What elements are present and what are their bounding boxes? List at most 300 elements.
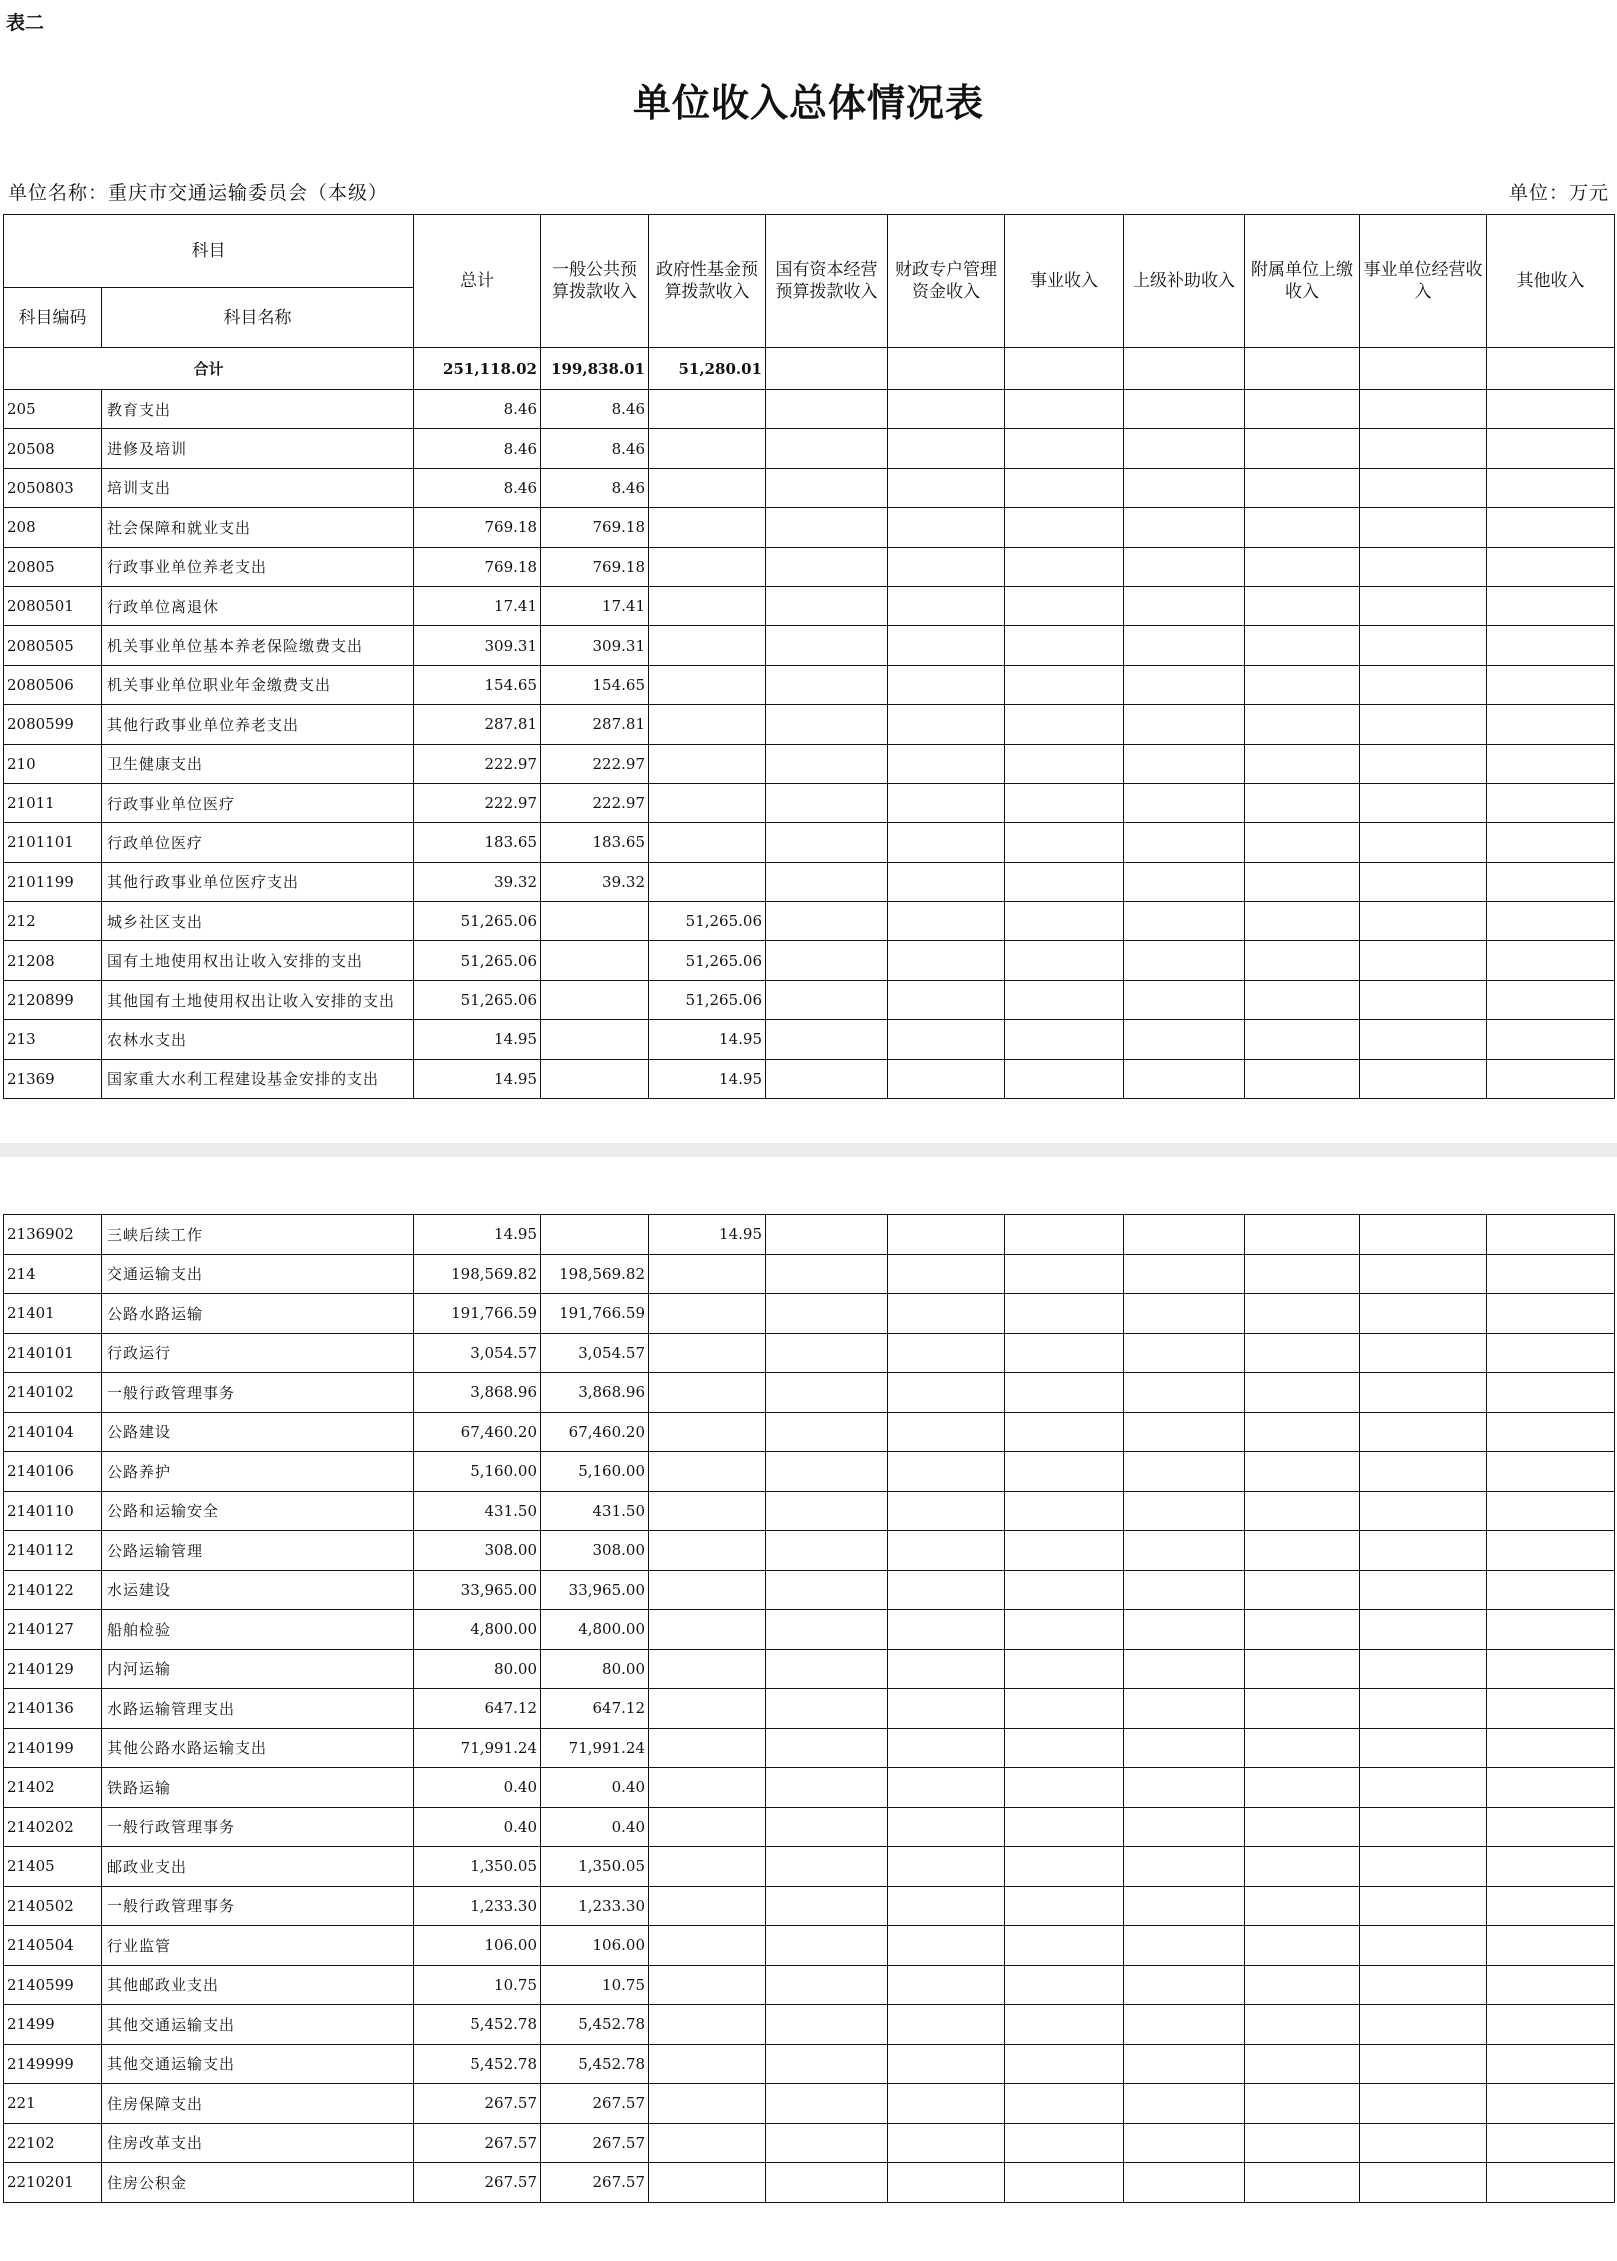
table-row — [4, 744, 1615, 783]
empty-cell — [888, 1373, 1005, 1413]
subject-name: 邮政业支出 — [102, 1847, 414, 1887]
empty-cell — [1245, 1215, 1360, 1255]
header-subject: 科目 — [4, 215, 414, 288]
empty-cell — [766, 1649, 888, 1689]
subject-code: 212 — [4, 902, 102, 941]
empty-cell — [888, 862, 1005, 901]
total-value: 71,991.24 — [414, 1728, 541, 1768]
empty-cell — [1124, 862, 1245, 901]
subject-code: 21208 — [4, 941, 102, 980]
empty-cell — [766, 2044, 888, 2084]
total-value: 191,766.59 — [414, 1294, 541, 1334]
empty-cell — [1360, 980, 1487, 1019]
empty-cell — [1360, 1768, 1487, 1808]
empty-cell — [1245, 508, 1360, 547]
empty-cell — [1360, 705, 1487, 744]
empty-cell — [1005, 1807, 1124, 1847]
empty-cell — [1360, 744, 1487, 783]
total-general: 199,838.01 — [541, 348, 649, 390]
table-row — [4, 1807, 1615, 1847]
empty-cell — [1487, 1452, 1615, 1492]
empty-cell — [1124, 1491, 1245, 1531]
empty-cell — [1245, 1689, 1360, 1729]
general-budget-value: 647.12 — [541, 1689, 649, 1729]
general-budget-value: 1,233.30 — [541, 1886, 649, 1926]
empty-cell — [1005, 783, 1124, 822]
empty-cell — [888, 2163, 1005, 2203]
subject-code: 22102 — [4, 2123, 102, 2163]
fund-budget-value: 51,265.06 — [649, 941, 766, 980]
fund-budget-value — [649, 1926, 766, 1966]
subject-name: 公路建设 — [102, 1412, 414, 1452]
fund-budget-value — [649, 429, 766, 468]
empty-cell — [1124, 2123, 1245, 2163]
empty-cell — [1245, 1728, 1360, 1768]
table-row — [4, 1333, 1615, 1373]
fund-budget-value — [649, 468, 766, 507]
empty-cell — [888, 1926, 1005, 1966]
empty-cell — [766, 862, 888, 901]
empty-cell — [1360, 941, 1487, 980]
empty-cell — [1124, 390, 1245, 429]
header-special-account: 财政专户管理资金收入 — [888, 215, 1005, 348]
empty-cell — [1487, 390, 1615, 429]
table-row — [4, 1768, 1615, 1808]
subject-code: 205 — [4, 390, 102, 429]
empty-cell — [1487, 626, 1615, 665]
total-value: 1,233.30 — [414, 1886, 541, 1926]
empty-cell — [1124, 1965, 1245, 2005]
subject-name: 培训支出 — [102, 468, 414, 507]
empty-cell — [1245, 1491, 1360, 1531]
empty-cell — [1360, 1373, 1487, 1413]
subject-code: 2080599 — [4, 705, 102, 744]
empty-cell — [1245, 1333, 1360, 1373]
fund-budget-value — [649, 1333, 766, 1373]
table-row — [4, 1491, 1615, 1531]
general-budget-value: 309.31 — [541, 626, 649, 665]
general-budget-value: 4,800.00 — [541, 1610, 649, 1650]
empty-cell — [1487, 783, 1615, 822]
subject-name: 其他行政事业单位医疗支出 — [102, 862, 414, 901]
total-value: 5,160.00 — [414, 1452, 541, 1492]
empty-cell — [1360, 1531, 1487, 1571]
total-value: 769.18 — [414, 508, 541, 547]
general-budget-value: 0.40 — [541, 1768, 649, 1808]
empty-cell — [1245, 626, 1360, 665]
general-budget-value: 17.41 — [541, 586, 649, 625]
subject-name: 城乡社区支出 — [102, 902, 414, 941]
empty-cell — [1487, 705, 1615, 744]
table-row — [4, 1926, 1615, 1966]
empty-cell — [1005, 744, 1124, 783]
subject-name: 公路养护 — [102, 1452, 414, 1492]
general-budget-value: 183.65 — [541, 823, 649, 862]
empty-cell — [766, 1412, 888, 1452]
empty-cell — [1245, 1294, 1360, 1334]
empty-cell — [1360, 783, 1487, 822]
subject-code: 2140129 — [4, 1649, 102, 1689]
subject-name: 公路水路运输 — [102, 1294, 414, 1334]
empty-cell — [888, 941, 1005, 980]
empty-cell — [888, 626, 1005, 665]
table-row — [4, 586, 1615, 625]
empty-cell — [766, 1610, 888, 1650]
empty-cell — [1124, 902, 1245, 941]
empty-cell — [1124, 1531, 1245, 1571]
empty-cell — [1005, 1412, 1124, 1452]
empty-cell — [1487, 2163, 1615, 2203]
subject-code: 2140110 — [4, 1491, 102, 1531]
empty-cell — [1124, 744, 1245, 783]
empty-cell — [1360, 1215, 1487, 1255]
empty-cell — [766, 1807, 888, 1847]
empty-cell — [766, 744, 888, 783]
empty-cell — [1360, 1020, 1487, 1059]
subject-name: 一般行政管理事务 — [102, 1373, 414, 1413]
empty-cell — [766, 665, 888, 704]
empty-cell — [1487, 1294, 1615, 1334]
header-affiliated-unit: 附属单位上缴收入 — [1245, 215, 1360, 348]
empty-cell — [1005, 2044, 1124, 2084]
empty-cell — [766, 547, 888, 586]
subject-code: 21401 — [4, 1294, 102, 1334]
empty-cell — [1245, 1847, 1360, 1887]
empty-cell — [1245, 1886, 1360, 1926]
empty-cell — [1245, 1649, 1360, 1689]
empty-cell — [1360, 1649, 1487, 1689]
empty-cell — [1124, 1333, 1245, 1373]
total-value: 309.31 — [414, 626, 541, 665]
total-value: 308.00 — [414, 1531, 541, 1571]
total-value: 14.95 — [414, 1059, 541, 1098]
table-row — [4, 2084, 1615, 2124]
fund-budget-value: 51,265.06 — [649, 980, 766, 1019]
empty-cell — [766, 468, 888, 507]
header-subject-code: 科目编码 — [4, 288, 102, 348]
empty-cell — [1487, 1373, 1615, 1413]
empty-cell — [1124, 1452, 1245, 1492]
table-row — [4, 2123, 1615, 2163]
empty-cell — [888, 823, 1005, 862]
fund-budget-value — [649, 705, 766, 744]
fund-budget-value: 14.95 — [649, 1020, 766, 1059]
general-budget-value: 3,054.57 — [541, 1333, 649, 1373]
fund-budget-value — [649, 1254, 766, 1294]
general-budget-value: 8.46 — [541, 390, 649, 429]
subject-code: 2136902 — [4, 1215, 102, 1255]
total-value: 3,054.57 — [414, 1333, 541, 1373]
empty-cell — [1245, 1926, 1360, 1966]
empty-cell — [766, 1491, 888, 1531]
subject-code: 2140599 — [4, 1965, 102, 2005]
empty-cell — [1360, 1926, 1487, 1966]
empty-cell — [1005, 862, 1124, 901]
empty-cell — [1245, 2005, 1360, 2045]
empty-cell — [1124, 1728, 1245, 1768]
empty-cell — [1245, 2123, 1360, 2163]
empty-cell — [1487, 1926, 1615, 1966]
table-row — [4, 1728, 1615, 1768]
subject-name: 三峡后续工作 — [102, 1215, 414, 1255]
general-budget-value: 106.00 — [541, 1926, 649, 1966]
empty-cell — [1124, 626, 1245, 665]
empty-cell — [766, 783, 888, 822]
subject-name: 其他邮政业支出 — [102, 1965, 414, 2005]
unit-name-label: 单位名称：重庆市交通运输委员会（本级） — [8, 182, 389, 204]
general-budget-value: 308.00 — [541, 1531, 649, 1571]
empty-cell — [1245, 429, 1360, 468]
total-value: 33,965.00 — [414, 1570, 541, 1610]
general-budget-value — [541, 1059, 649, 1098]
empty-cell — [1005, 586, 1124, 625]
empty-cell — [1360, 1294, 1487, 1334]
empty-cell — [1005, 1728, 1124, 1768]
empty-cell — [1005, 390, 1124, 429]
subject-code: 2140127 — [4, 1610, 102, 1650]
empty-cell — [1360, 1728, 1487, 1768]
total-value: 287.81 — [414, 705, 541, 744]
table-row — [4, 783, 1615, 822]
empty-cell — [766, 1886, 888, 1926]
empty-cell — [1487, 1491, 1615, 1531]
subject-code: 20805 — [4, 547, 102, 586]
total-fund: 51,280.01 — [649, 348, 766, 390]
subject-code: 2120899 — [4, 980, 102, 1019]
subject-name: 内河运输 — [102, 1649, 414, 1689]
empty-cell — [1360, 665, 1487, 704]
empty-cell — [888, 1570, 1005, 1610]
empty-cell — [1124, 2163, 1245, 2203]
general-budget-value: 1,350.05 — [541, 1847, 649, 1887]
empty-cell — [766, 1728, 888, 1768]
empty-cell — [1360, 508, 1487, 547]
empty-cell — [1245, 744, 1360, 783]
subject-code: 21499 — [4, 2005, 102, 2045]
general-budget-value: 267.57 — [541, 2123, 649, 2163]
subject-code: 21011 — [4, 783, 102, 822]
empty-cell — [1245, 1965, 1360, 2005]
empty-cell — [1245, 941, 1360, 980]
general-budget-value — [541, 1020, 649, 1059]
subject-code: 2101199 — [4, 862, 102, 901]
empty-cell — [1005, 1491, 1124, 1531]
total-value: 222.97 — [414, 744, 541, 783]
empty-cell — [1245, 902, 1360, 941]
empty-cell — [888, 1254, 1005, 1294]
table-row — [4, 626, 1615, 665]
empty-cell — [1245, 705, 1360, 744]
empty-cell — [1005, 2163, 1124, 2203]
fund-budget-value — [649, 1531, 766, 1571]
empty-cell — [1245, 1531, 1360, 1571]
subject-name: 行业监管 — [102, 1926, 414, 1966]
empty-cell — [1124, 1294, 1245, 1334]
subject-name: 其他公路水路运输支出 — [102, 1728, 414, 1768]
empty-cell — [766, 1926, 888, 1966]
empty-cell — [766, 1965, 888, 2005]
empty-cell — [1487, 1807, 1615, 1847]
subject-code: 2140112 — [4, 1531, 102, 1571]
empty-cell — [1124, 508, 1245, 547]
empty-cell — [1245, 1807, 1360, 1847]
subject-name: 机关事业单位职业年金缴费支出 — [102, 665, 414, 704]
empty-cell — [1487, 1531, 1615, 1571]
table-row — [4, 2044, 1615, 2084]
empty-cell — [1124, 468, 1245, 507]
fund-budget-value — [649, 862, 766, 901]
general-budget-value: 267.57 — [541, 2163, 649, 2203]
total-value: 51,265.06 — [414, 902, 541, 941]
empty-cell — [1245, 1452, 1360, 1492]
empty-cell — [1005, 1886, 1124, 1926]
empty-cell — [1487, 2123, 1615, 2163]
empty-cell — [1124, 980, 1245, 1019]
empty-cell — [1360, 1610, 1487, 1650]
subject-code: 213 — [4, 1020, 102, 1059]
empty-cell — [1487, 1886, 1615, 1926]
empty-cell — [1005, 1215, 1124, 1255]
subject-code: 21369 — [4, 1059, 102, 1098]
general-budget-value: 8.46 — [541, 429, 649, 468]
header-other-income: 其他收入 — [1487, 215, 1615, 348]
subject-name: 教育支出 — [102, 390, 414, 429]
subject-name: 住房保障支出 — [102, 2084, 414, 2124]
income-table-page-2 — [3, 1214, 1615, 2203]
fund-budget-value: 14.95 — [649, 1059, 766, 1098]
empty-cell — [1360, 586, 1487, 625]
subject-name: 行政单位离退休 — [102, 586, 414, 625]
empty-cell — [1005, 468, 1124, 507]
empty-cell — [1360, 2123, 1487, 2163]
empty-cell — [1124, 1570, 1245, 1610]
fund-budget-value — [649, 1452, 766, 1492]
empty-cell — [1005, 626, 1124, 665]
empty-cell — [766, 1847, 888, 1887]
header-operation-income: 事业单位经营收入 — [1360, 215, 1487, 348]
fund-budget-value — [649, 390, 766, 429]
table-row — [4, 1452, 1615, 1492]
table-row — [4, 390, 1615, 429]
table-row — [4, 1610, 1615, 1650]
total-value: 67,460.20 — [414, 1412, 541, 1452]
empty-cell — [1245, 1020, 1360, 1059]
general-budget-value: 287.81 — [541, 705, 649, 744]
empty-cell — [888, 1452, 1005, 1492]
total-value: 0.40 — [414, 1807, 541, 1847]
empty-cell — [888, 1491, 1005, 1531]
empty-cell — [1245, 980, 1360, 1019]
empty-cell — [888, 547, 1005, 586]
empty-cell — [766, 1059, 888, 1098]
empty-cell — [1005, 1570, 1124, 1610]
general-budget-value: 769.18 — [541, 508, 649, 547]
empty-cell — [766, 1531, 888, 1571]
empty-cell — [1245, 1373, 1360, 1413]
empty-cell — [1245, 1254, 1360, 1294]
empty-cell — [1487, 823, 1615, 862]
fund-budget-value — [649, 1610, 766, 1650]
empty-cell — [1245, 390, 1360, 429]
subject-name: 国有土地使用权出让收入安排的支出 — [102, 941, 414, 980]
table-row — [4, 705, 1615, 744]
empty-cell — [1245, 783, 1360, 822]
empty-cell — [888, 1294, 1005, 1334]
empty-cell — [1005, 1373, 1124, 1413]
subject-name: 行政事业单位养老支出 — [102, 547, 414, 586]
subject-code: 2140502 — [4, 1886, 102, 1926]
empty-cell — [1005, 2084, 1124, 2124]
empty-cell — [1487, 1965, 1615, 2005]
empty-cell — [1487, 1570, 1615, 1610]
empty-cell — [1124, 1886, 1245, 1926]
subject-name: 行政事业单位医疗 — [102, 783, 414, 822]
empty-cell — [1487, 665, 1615, 704]
empty-cell — [1487, 744, 1615, 783]
total-value: 51,265.06 — [414, 980, 541, 1019]
empty-cell — [1487, 1059, 1615, 1098]
empty-cell — [1124, 1373, 1245, 1413]
fund-budget-value — [649, 744, 766, 783]
empty-cell — [766, 390, 888, 429]
empty-cell — [1487, 941, 1615, 980]
empty-cell — [1005, 1531, 1124, 1571]
empty-cell — [1005, 429, 1124, 468]
general-budget-value: 0.40 — [541, 1807, 649, 1847]
subject-code: 2050803 — [4, 468, 102, 507]
empty-cell — [1245, 1412, 1360, 1452]
general-budget-value: 198,569.82 — [541, 1254, 649, 1294]
empty-cell — [1124, 1807, 1245, 1847]
fund-budget-value — [649, 2123, 766, 2163]
table-row — [4, 980, 1615, 1019]
total-value: 647.12 — [414, 1689, 541, 1729]
empty-cell — [888, 1333, 1005, 1373]
empty-cell — [888, 2123, 1005, 2163]
empty-cell — [1005, 1768, 1124, 1808]
table-row — [4, 823, 1615, 862]
empty-cell — [1124, 1020, 1245, 1059]
subject-name: 进修及培训 — [102, 429, 414, 468]
empty-cell — [1487, 547, 1615, 586]
general-budget-value: 222.97 — [541, 783, 649, 822]
table-row — [4, 2163, 1615, 2203]
subject-code: 2101101 — [4, 823, 102, 862]
subject-code: 2210201 — [4, 2163, 102, 2203]
empty-cell — [888, 1412, 1005, 1452]
empty-cell — [1487, 1333, 1615, 1373]
general-budget-value — [541, 980, 649, 1019]
empty-cell — [1487, 468, 1615, 507]
general-budget-value: 222.97 — [541, 744, 649, 783]
empty-cell — [1005, 1847, 1124, 1887]
empty-cell — [888, 705, 1005, 744]
empty-cell — [1245, 823, 1360, 862]
fund-budget-value — [649, 1689, 766, 1729]
subject-name: 其他行政事业单位养老支出 — [102, 705, 414, 744]
total-value: 8.46 — [414, 390, 541, 429]
empty-cell — [1360, 1886, 1487, 1926]
table-row — [4, 941, 1615, 980]
income-table-page-1 — [3, 214, 1615, 1099]
empty-cell — [1245, 586, 1360, 625]
empty-cell — [1005, 1452, 1124, 1492]
total-value: 14.95 — [414, 1215, 541, 1255]
subject-name: 水路运输管理支出 — [102, 1689, 414, 1729]
general-budget-value: 3,868.96 — [541, 1373, 649, 1413]
subject-name: 行政运行 — [102, 1333, 414, 1373]
empty-cell — [1487, 1254, 1615, 1294]
